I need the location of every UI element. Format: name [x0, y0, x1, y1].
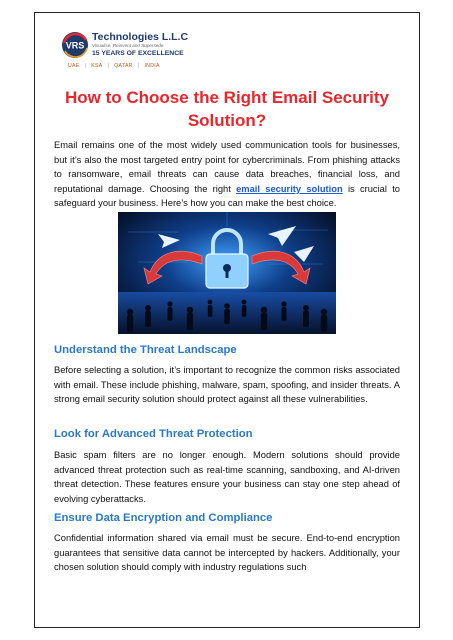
article-title [54, 86, 400, 132]
vrs-logo-icon [60, 30, 90, 60]
section-heading-threat-landscape: Understand the Threat Landscape [54, 344, 237, 356]
country-uae: UAE [68, 63, 80, 69]
email-security-illustration [118, 212, 336, 334]
intro-text-start: Email remains one of the most widely used communication tools for businesses, but it’s also the most targeted entry point for cybercriminals. From phishing attacks to ransomware, email threats can cause data breaches, financial loss, and reputational damage. Choosing the right [54, 140, 400, 194]
logo-tagline: Visualise, Reinvent and Supersede [92, 43, 164, 48]
section-heading-encryption-compliance: Ensure Data Encryption and Compliance [54, 512, 273, 524]
title-line-2: Solution? [187, 111, 267, 130]
section-body-advanced-protection: Basic spam filters are no longer enough. Modern solutions should provide advanced threat protection such as real-time scanning, sandboxing, and AI-driven threat detection. These features ensure your business can stay one step ahead of evolving cyberattacks. [54, 450, 400, 504]
logo-monogram: VRS [65, 40, 85, 51]
country-india: INDIA [144, 63, 160, 69]
email-security-solution-link[interactable]: email security solution [236, 183, 343, 194]
logo-company-name: Technologies L.L.C [92, 31, 189, 43]
country-qatar: QATAR [114, 63, 133, 69]
intro-paragraph [54, 138, 400, 211]
title-line-1: How to Choose the Right Email Security [65, 88, 389, 107]
intro-text-end: is crucial to safeguard your business. Here’s how you can make the best choice. [54, 183, 400, 209]
country-ksa: KSA [91, 63, 103, 69]
section-body-encryption-compliance: Confidential information shared via email must be secure. End-to-end encryption guarantees that sensitive data cannot be intercepted by hackers. Additionally, your chosen solution should comply with industry regulations such [54, 533, 400, 573]
company-logo [60, 28, 200, 72]
logo-years-badge: 15 YEARS OF EXCELLENCE [92, 50, 184, 57]
logo-country-list: UAE | KSA | QATAR | INDIA [68, 63, 160, 69]
section-body-threat-landscape: Before selecting a solution, it’s important to recognize the common risks associated with email. These include phishing, malware, spam, spoofing, and insider threats. A strong email security solution should protect against all these vulnerabilities. [54, 365, 400, 405]
section-heading-advanced-protection: Look for Advanced Threat Protection [54, 428, 253, 440]
